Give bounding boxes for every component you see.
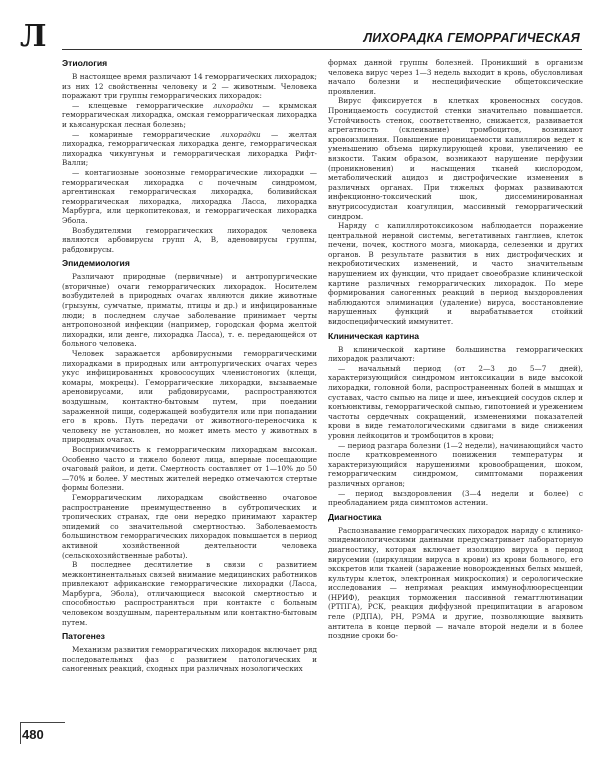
pathogenesis-paragraph-2: Вирус фиксируется в клетках кровеносных сосудов. Проницаемость сосудистой стенки значительно повышается. Устойчивость стенок, соответственно, снижается, развивается агрегатность (склеивание) тромбоцитов, возникают кровоизлияния. Повышение проницаемости капилляров ведет к уменьшению объема циркулирующей крови, увеличению ее вязкости. Таким образом, возникают нарушение перфузии (проникновения) и насыщения тканей кислородом, метаболический ацидоз и дистрофические изменения в различных органах. При тяжелых формах развиваются инфекционно-токсический шок, диссеминированная внутрисосудистая коагуляция, массивный геморрагический синдром. <box>328 96 583 221</box>
epidemiology-paragraph-4: Геморрагическим лихорадкам свойственно очаговое распространение преимущественно в субтропических и тропических странах, где они нередко принимают характер эпидемий со значительной смертностью. Заболеваемость большинством геморрагических лихорадок повышается в период активной хозяйственной деятельности человека (сельскохозяйственные работы). <box>62 492 317 560</box>
heading-diagnostics: Диагностика <box>328 511 382 522</box>
footer-divider <box>20 722 65 723</box>
heading-etiology: Этиология <box>62 58 108 68</box>
epidemiology-paragraph-1: Различают природные (первичные) и антропургические (вторичные) очаги геморрагических лихорадок. Носителем возбудителей в природных очагах являются дикие животные (грызуны, сумчатые, приматы, птицы и др.) и инфицированные люди; в последнем случае заболевание принимает черты антропонозной инфекции (например, городская форма желтой лихорадки, или денге, лихорадка Ласса), т. е. передающейся от больного человека. <box>62 272 317 349</box>
epidemiology-paragraph-5: В последнее десятилетие в связи с развитием межконтинентальных связей внимание медицинских работников привлекают африканские геморрагические лихорадки (Ласса, Марбурга, Эбола), отличающиеся высокой смертностью и способностью распространяться при контакте с больным человеком воздушным, парентеральным или контактно-бытовым путем. <box>62 560 317 627</box>
right-column <box>328 58 583 641</box>
clinical-list-item-2: — период разгара болезни (1—2 недели), начинающийся часто после кратковременного понижения температуры и характеризующийся нарушениями кровообращения, шоком, геморрагическим синдромом, симптомами поражения различных органов; <box>328 440 583 488</box>
page-number: 480 <box>22 727 44 742</box>
etiology-paragraph-2: Возбудителями геморрагических лихорадок человека являются арбовирусы групп А, В, аденовирусы группы, рабдовирусы. <box>62 225 317 254</box>
heading-clinical-picture: Клиническая картина <box>328 330 420 341</box>
epidemiology-paragraph-2: Человек заражается арбовирусными геморрагическими лихорадками в природных или антропургических очагах через укус инфицированных кровососущих членистоногих (клещи, комары, мокрецы). Геморрагические лихорадки, вызываемые ареновирусами, или рабдовирусами, распространяются воздушным, контактно-бытовым путем, при поедании зараженной пищи, содержащей возбудителя или при попадании его в кровь. Путь передачи от животного-переносчика к человеку не установлен, но может иметь место у животных в природных очагах. <box>62 349 317 445</box>
etiology-list-item-2 <box>62 130 317 168</box>
clinical-paragraph-1: В клинической картине большинства геморрагических лихорадок различают: <box>328 344 583 364</box>
clinical-list-item-1: — начальный период (от 2—3 до 5—7 дней), характеризующийся синдромом интоксикации в виде высокой лихорадки, головной боли, распространенных болей в мышцах и суставах, часто сыпью на лице и шее, инъекцией сосудов склер и конъюнктивы, геморрагической сыпью, гипотонией и урежением частоты сердечных сокращений, изменениями показателей крови в виде гематологическими сдвигами в виде снижения уровня лейкоцитов и тромбоцитов в крови; <box>328 363 583 440</box>
etiology-list-item-1 <box>62 101 317 130</box>
list-item-text: — желтая лихорадка, геморрагическая лихорадка денге, геморрагическая лихорадка чикунгунья и геморрагическая лихорадка Рифт-Валли; <box>62 129 317 168</box>
list-item-text: — клещевые геморрагические <box>72 100 213 110</box>
pathogenesis-paragraph-1: Механизм развития геморрагических лихорадок включает ряд последовательных фаз с развитием патологических и саногенных реакций, сходных при различных нозологических <box>62 645 317 674</box>
pathogenesis-paragraph-3: Наряду с капилляротоксикозом наблюдается поражение центральной нервной системы, вегетативных ганглиев, клеток печени, почек, костного мозга, миокарда, селезенки и других органов. В результате развития в них дистрофических и некробиотических изменений, и часто значительным нарушением их функции, что придает своеобразие клинической картине различных геморрагических лихорадок. По мере формирования саногенных реакций в период выздоровления наблюдаются элиминация (удаление) вируса, восстановление нарушенных функций и вырабатывается стойкий видоспецифический иммунитет. <box>328 221 583 327</box>
diagnostics-paragraph-1: Распознавание геморрагических лихорадок наряду с клинико-эпидемиологическими данными предусматривает лабораторную диагностику, которая включает изоляцию вируса в период вирусемии (циркуляции вируса в крови) из крови больного, его экскретов или тканей (заражение новорожденных белых мышей, культуры клеток, электронная микроскопия) и серологические исследования — непрямая реакция иммунофлюоресценции (НРИФ), реакция торможения пассивной гемагглютинации (РТПГА), РСК, реакция диффузной преципитации в агаровом геле (РДПА), РН, РЭМА и другие, позволяющие выявить антитела в конце первой — начале второй недели и в более поздние сроки бо- <box>328 525 583 641</box>
list-item-emphasis: лихорадки <box>212 100 254 110</box>
header-divider <box>62 49 582 50</box>
etiology-paragraph-1: В настоящее время различают 14 геморрагических лихорадок; из них 12 свойственны человеку и 2 — животным. Человека поражают три группы геморрагических лихорадок: <box>62 72 317 101</box>
section-letter: Л <box>20 19 47 54</box>
page-number-frame <box>20 722 21 744</box>
list-item-emphasis: лихорадки <box>220 129 261 139</box>
clinical-list-item-3: — период выздоровления (3—4 недели и более) с преобладанием ряда симптомов астении. <box>328 488 583 508</box>
pathogenesis-continuation: формах данной группы болезней. Проникший в организм человека вирус через 1—3 недель выходит в кровь, обусловливая начало болезни и неспецифические общетоксические проявления. <box>328 58 583 96</box>
running-header-title: ЛИХОРАДКА ГЕМОРРАГИЧЕСКАЯ <box>363 31 580 45</box>
list-item-text: — крымская геморрагическая лихорадка, омская геморрагическая лихорадка и кьясанурская лесная болезнь; <box>62 100 318 129</box>
heading-epidemiology: Эпидемиология <box>62 258 130 269</box>
etiology-list-item-3: — контагиозные зоонозные геморрагические лихорадки — геморрагическая лихорадка с почечным синдромом, аргентинская геморрагическая лихорадка, боливийская геморрагическая лихорадка, лихорадка Ласса, лихорадка Марбурга, или церкопитековая, и геморрагическая лихорадка Эбола. <box>62 167 317 225</box>
heading-pathogenesis: Патогенез <box>62 631 105 642</box>
epidemiology-paragraph-3: Восприимчивость к геморрагическим лихорадкам высокая. Особенно часто и тяжело болеют лица, впервые посещающие очаговый район, и дети. Смертность составляет от 1—10% до 50—70% и более. У местных жителей нередко отмечаются стертые формы болезни. <box>62 444 317 493</box>
left-column <box>62 58 317 674</box>
list-item-text: — комариные геморрагические <box>72 129 221 139</box>
